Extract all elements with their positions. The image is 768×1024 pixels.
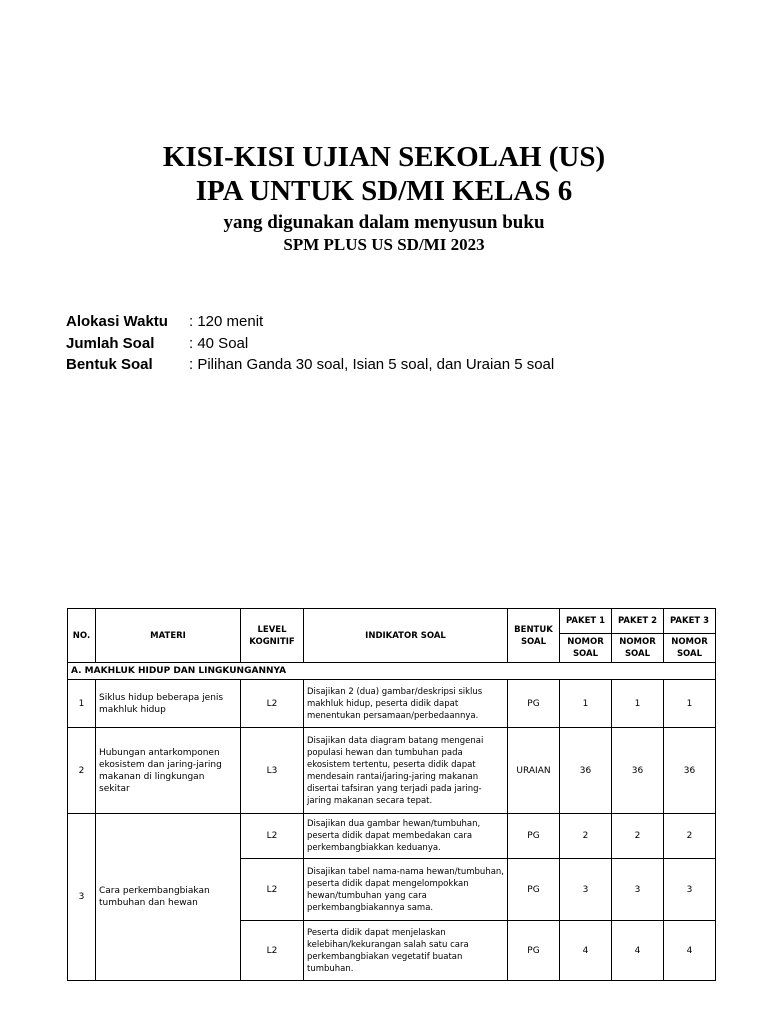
header-materi: MATERI bbox=[96, 609, 241, 663]
document-book-title: SPM PLUS US SD/MI 2023 bbox=[283, 235, 485, 254]
row-no: 1 bbox=[68, 680, 96, 728]
document-header bbox=[0, 140, 768, 256]
row-indikator: Peserta didik dapat menjelaskan kelebihan/kekurangan salah satu cara perkembangbiakan vegetatif buatan tumbuhan. bbox=[304, 921, 508, 981]
row-materi: Cara perkembangbiakan tumbuhan dan hewan bbox=[96, 814, 241, 981]
header-paket-3: PAKET 3 bbox=[664, 609, 716, 634]
header-nomor-soal-1: NOMOR SOAL bbox=[560, 634, 612, 663]
row-paket-1: 2 bbox=[560, 814, 612, 859]
info-value: : Pilihan Ganda 30 soal, Isian 5 soal, dan Uraian 5 soal bbox=[189, 356, 555, 373]
row-paket-3: 3 bbox=[664, 859, 716, 921]
table-row bbox=[68, 680, 716, 728]
info-row-bentuk bbox=[66, 354, 554, 376]
row-bentuk: URAIAN bbox=[508, 728, 560, 814]
row-paket-3: 4 bbox=[664, 921, 716, 981]
row-no: 3 bbox=[68, 814, 96, 981]
row-paket-3: 1 bbox=[664, 680, 716, 728]
row-level: L2 bbox=[241, 859, 304, 921]
section-row bbox=[68, 663, 716, 680]
table-row bbox=[68, 728, 716, 814]
row-materi: Hubungan antarkomponen ekosistem dan jaring-jaring makanan di lingkungan sekitar bbox=[96, 728, 241, 814]
header-indikator: INDIKATOR SOAL bbox=[304, 609, 508, 663]
row-bentuk: PG bbox=[508, 814, 560, 859]
row-level: L2 bbox=[241, 921, 304, 981]
info-value: : 40 Soal bbox=[189, 334, 249, 352]
row-bentuk: PG bbox=[508, 921, 560, 981]
header-paket-1: PAKET 1 bbox=[560, 609, 612, 634]
row-materi: Siklus hidup beberapa jenis makhluk hidup bbox=[96, 680, 241, 728]
row-paket-2: 36 bbox=[612, 728, 664, 814]
section-title: A. MAKHLUK HIDUP DAN LINGKUNGANNYA bbox=[68, 663, 716, 680]
info-label: Bentuk Soal bbox=[66, 356, 153, 373]
header-nomor-soal-3: NOMOR SOAL bbox=[664, 634, 716, 663]
row-paket-3: 36 bbox=[664, 728, 716, 814]
row-paket-1: 1 bbox=[560, 680, 612, 728]
exam-info bbox=[66, 311, 554, 376]
header-no: NO. bbox=[68, 609, 96, 663]
row-paket-2: 2 bbox=[612, 814, 664, 859]
row-indikator: Disajikan dua gambar hewan/tumbuhan, peserta didik dapat membedakan cara perkembangbiakkan keduanya. bbox=[304, 814, 508, 859]
header-paket-2: PAKET 2 bbox=[612, 609, 664, 634]
row-level: L2 bbox=[241, 680, 304, 728]
table-row bbox=[68, 814, 716, 859]
row-level: L3 bbox=[241, 728, 304, 814]
header-bentuk: BENTUK SOAL bbox=[508, 609, 560, 663]
info-label: Alokasi Waktu bbox=[66, 313, 168, 330]
row-level: L2 bbox=[241, 814, 304, 859]
row-bentuk: PG bbox=[508, 859, 560, 921]
row-paket-2: 4 bbox=[612, 921, 664, 981]
kisi-kisi-table bbox=[67, 608, 716, 981]
document-title: KISI-KISI UJIAN SEKOLAH (US) bbox=[162, 141, 606, 173]
info-row-alokasi bbox=[66, 311, 554, 333]
row-paket-1: 3 bbox=[560, 859, 612, 921]
info-value: : 120 menit bbox=[189, 313, 264, 330]
document-subtitle: yang digunakan dalam menyusun buku bbox=[223, 212, 545, 233]
table-header-row bbox=[68, 609, 716, 634]
document-subject-title: IPA UNTUK SD/MI KELAS 6 bbox=[195, 175, 573, 207]
row-paket-1: 36 bbox=[560, 728, 612, 814]
row-bentuk: PG bbox=[508, 680, 560, 728]
info-label: Jumlah Soal bbox=[66, 334, 155, 352]
row-paket-2: 3 bbox=[612, 859, 664, 921]
row-indikator: Disajikan tabel nama-nama hewan/tumbuhan, peserta didik dapat mengelompokkan hewan/tumbuhan yang cara perkembangbiakannya sama. bbox=[304, 859, 508, 921]
row-indikator: Disajikan 2 (dua) gambar/deskripsi siklus makhluk hidup, peserta didik dapat menentukan persamaan/perbedaannya. bbox=[304, 680, 508, 728]
row-paket-3: 2 bbox=[664, 814, 716, 859]
row-indikator: Disajikan data diagram batang mengenai populasi hewan dan tumbuhan pada ekosistem tertentu, peserta didik dapat mendesain rantai/jaring-jaring makanan disertai tafsiran yang terjadi pada jaring-jaring makanan secara tepat. bbox=[304, 728, 508, 814]
row-paket-2: 1 bbox=[612, 680, 664, 728]
row-no: 2 bbox=[68, 728, 96, 814]
info-row-jumlah bbox=[66, 333, 554, 355]
header-level: LEVEL KOGNITIF bbox=[241, 609, 304, 663]
row-paket-1: 4 bbox=[560, 921, 612, 981]
header-nomor-soal-2: NOMOR SOAL bbox=[612, 634, 664, 663]
